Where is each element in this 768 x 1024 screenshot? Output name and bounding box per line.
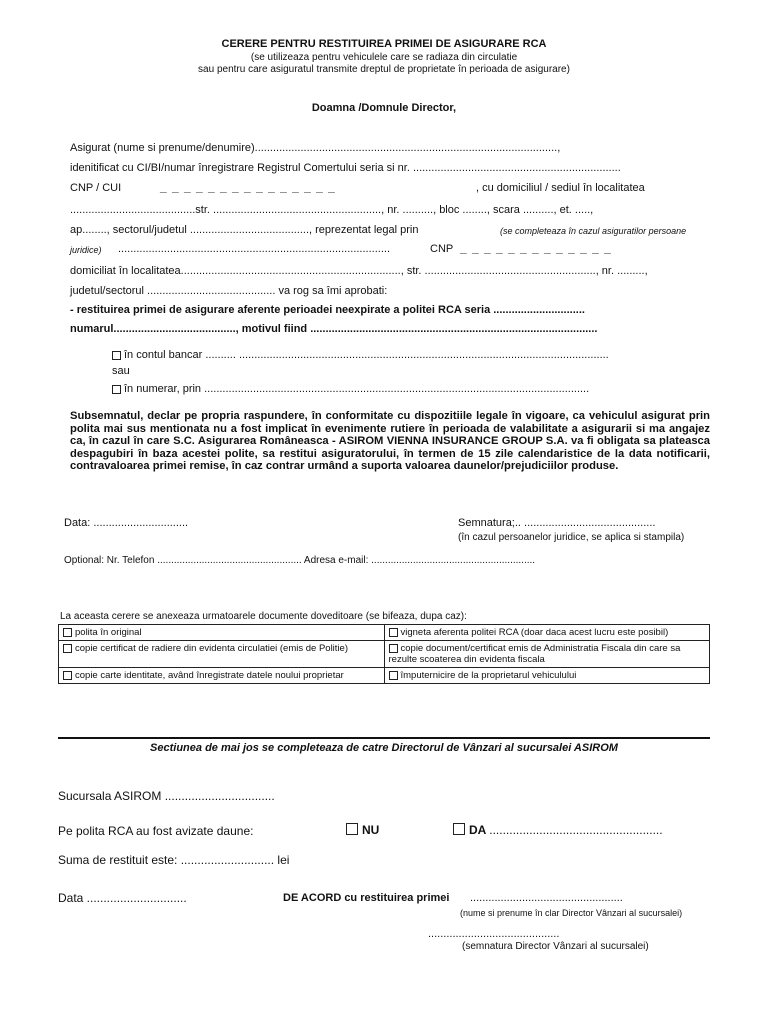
form-subtitle-2: sau pentru care asiguratul transmite dreptul de proprietate în perioada de asigurare) (198, 64, 570, 75)
doc-cell[interactable]: copie certificat de radiere din evidenta circulatiei (emis de Politie) (59, 641, 385, 668)
field-asigurat-name[interactable]: Asigurat (nume si prenume/denumire)..................................................................................................., (70, 142, 561, 154)
checkbox-icon[interactable] (453, 823, 465, 835)
field-representative[interactable]: ......................................................................................... (118, 243, 390, 255)
form-subtitle-1: (se utilizeaza pentru vehiculele care se radiaza din circulatie (250, 52, 518, 63)
field-optional-contact[interactable]: Optional: Nr. Telefon .................................................... Adresa e-mail: ........................................................... (64, 555, 536, 566)
field-numar-motiv[interactable]: numarul........................................, motivul fiind .............................................................................................. (70, 323, 598, 335)
daune-label: Pe polita RCA au fost avizate daune: (58, 824, 254, 838)
field-ap-sector[interactable]: ap........, sectorul/judetul ......................................., reprezentat legal prin (70, 224, 419, 236)
field-date[interactable]: Data: ............................... (64, 517, 189, 529)
field-cnp-boxes[interactable]: _ _ _ _ _ _ _ _ _ _ _ _ _ _ _ (160, 180, 336, 194)
note-juridice: juridice) (70, 245, 102, 255)
checkbox-icon[interactable] (389, 628, 398, 637)
director-name-note: (nume si prenume în clar Director Vânzari al sucursalei) (460, 908, 683, 918)
field-judet-sector[interactable]: judetul/sectorul .......................................... va rog sa îmi aprobati: (70, 285, 388, 297)
salutation: Doamna /Domnule Director, (311, 102, 457, 114)
form-title: CERERE PENTRU RESTITUIREA PRIMEI DE ASIGURARE RCA (221, 38, 547, 50)
note-legal-entity: (se completeaza în cazul asiguratilor persoane (500, 226, 687, 236)
field-sucursala[interactable]: Sucursala ASIROM ................................. (58, 789, 275, 803)
checkbox-icon[interactable] (389, 644, 398, 653)
option-bank-account[interactable] (112, 349, 609, 361)
field-suma[interactable]: Suma de restituit este: ............................ lei (58, 853, 290, 867)
director-signature-note: (semnatura Director Vânzari al sucursalei) (462, 941, 649, 952)
director-section-heading: Sectiunea de mai jos se completeaza de catre Directorul de Vânzari al sucursalei ASIROM (150, 742, 618, 754)
acord-label: DE ACORD cu restituirea primei (283, 892, 450, 904)
option-bank-label: în contul bancar .......... ......................................................................................................................... (124, 349, 609, 361)
option-nu[interactable] (346, 823, 379, 837)
field-signature[interactable]: Semnatura;.. ........................................... (458, 517, 656, 529)
field-director-signature[interactable]: ........................................... (428, 928, 560, 940)
checkbox-icon[interactable] (389, 671, 398, 680)
checkbox-icon[interactable] (112, 351, 121, 360)
field-da-details[interactable]: .................................................... (489, 823, 663, 837)
option-cash[interactable] (112, 383, 589, 395)
field-address[interactable]: .........................................str. ......................................................., nr. .........., bloc ........, scara .........., et. ....., (70, 204, 594, 216)
checkbox-icon[interactable] (63, 644, 72, 653)
doc-cell[interactable]: copie carte identitate, având înregistrate datele noului proprietar (59, 668, 385, 684)
option-nu-label: NU (362, 823, 380, 837)
doc-cell[interactable]: polita în original (59, 625, 385, 641)
checkbox-icon[interactable] (63, 628, 72, 637)
doc-cell[interactable]: copie document/certificat emis de Administratia Fiscala din care sa rezulte scoaterea din evidenta fiscala (384, 641, 710, 668)
option-da-label: DA (469, 823, 486, 837)
field-cnp2-boxes[interactable]: _ _ _ _ _ _ _ _ _ _ _ _ _ (460, 241, 612, 255)
documents-table (58, 624, 710, 684)
field-cnp2-label: CNP (430, 243, 454, 255)
doc-cell[interactable]: împuternicire de la proprietarul vehiculului (384, 668, 710, 684)
field-director-name[interactable]: .................................................. (470, 892, 623, 904)
request-line[interactable]: - restituirea primei de asigurare aferente perioadei neexpirate a politei RCA seria .............................. (70, 304, 585, 316)
table-row (59, 625, 710, 641)
field-domiciliat[interactable]: domiciliat în localitatea........................................................................, str. ........................................................, nr. ........., (70, 265, 648, 277)
field-id-series[interactable]: idenitificat cu CI/BI/numar înregistrare Registrul Comertului seria si nr. .................................................................... (70, 162, 621, 174)
field-domiciliu-label: , cu domiciliul / sediul în localitatea (476, 182, 645, 194)
option-cash-label: în numerar, prin .............................................................................................................................. (124, 383, 590, 395)
declaration-paragraph: Subsemnatul, declar pe propria raspundere, în conformitate cu dispozitiile legale în vigoare, ca vehiculul asigurat prin polita mai sus mentionata nu a fost implicat în evenimente rutiere în perioada de valabilitate a asigurarii si ma angajez ca, în cazul în care S.C. Asigurarea Româneasca - ASIROM VIENNA INSURANCE GROUP S.A. va fi obligata sa plateasca despagubiri în baza acestei polite, sa restitui asiguratorului, în termen de 15 zile calendaristice de la data notificarii, contravaloarea primei remise, în caz contrar urmând a suporta valoarea daunelor/prejudiciilor produse. (70, 410, 710, 472)
field-director-date[interactable]: Data .............................. (58, 891, 187, 905)
section-divider (58, 737, 710, 739)
or-label: sau (112, 365, 130, 377)
table-row (59, 641, 710, 668)
option-da[interactable] (453, 823, 663, 837)
checkbox-icon[interactable] (63, 671, 72, 680)
doc-cell[interactable]: vigneta aferenta politei RCA (doar daca acest lucru este posibil) (384, 625, 710, 641)
signature-note: (în cazul persoanelor juridice, se aplica si stampila) (458, 532, 685, 543)
table-row (59, 668, 710, 684)
documents-intro: La aceasta cerere se anexeaza urmatoarele documente doveditoare (se bifeaza, dupa caz): (60, 611, 467, 622)
checkbox-icon[interactable] (346, 823, 358, 835)
checkbox-icon[interactable] (112, 385, 121, 394)
field-cnp-label: CNP / CUI (70, 182, 122, 194)
